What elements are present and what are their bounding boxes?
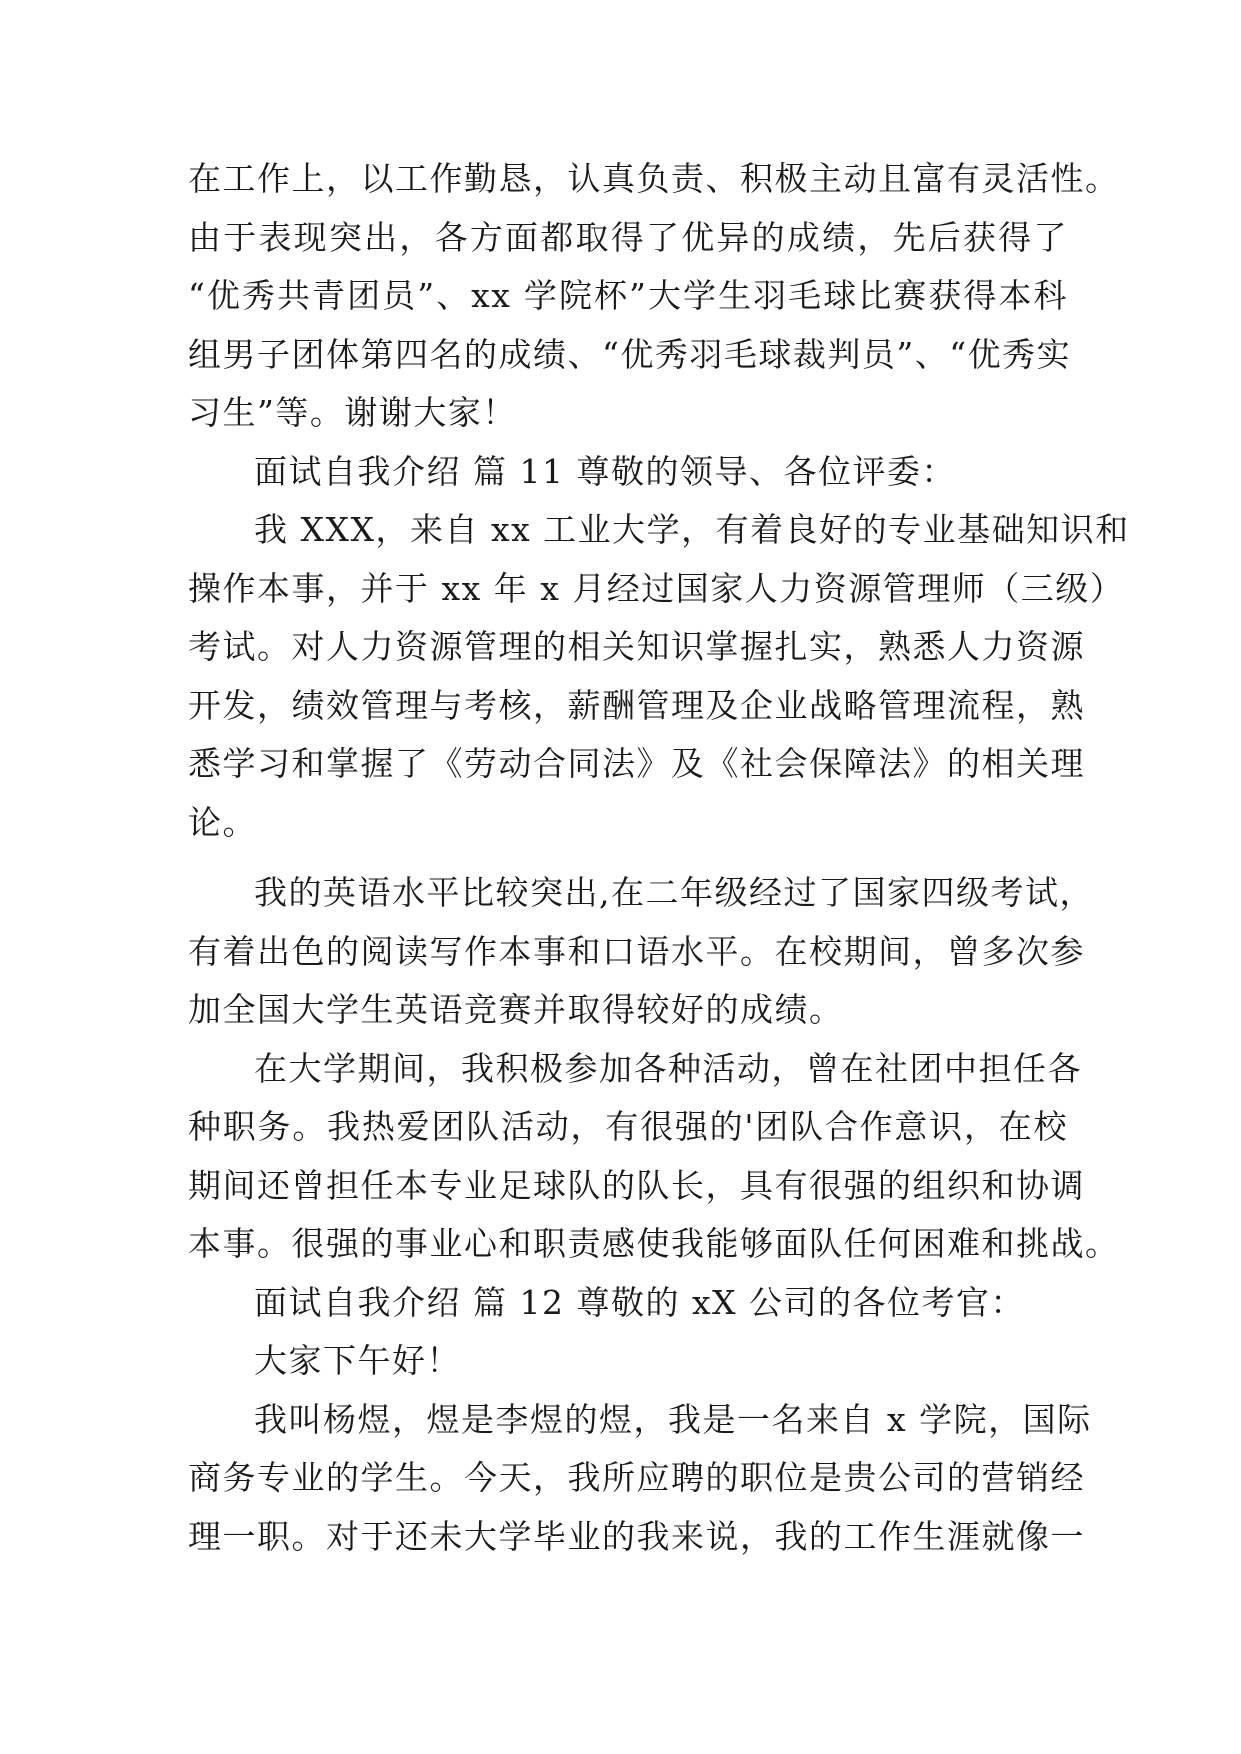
- text-line: 理一职。对于还未大学毕业的我来说，我的工作生涯就像一: [188, 1516, 1085, 1556]
- text-line: 习生”等。谢谢大家！: [188, 393, 517, 432]
- text-line: 本事。很强的事业心和职责感使我能够面队任何困难和挑战。: [188, 1224, 1120, 1263]
- text-line: 悉学习和掌握了《劳动合同法》及《社会保障法》的相关理: [188, 744, 1085, 783]
- text-line: 操作本事，并于 xx 年 x 月经过国家人力资源管理师（三级）: [188, 568, 1125, 608]
- text-line: 由于表现突出，各方面都取得了优异的成绩，先后获得了: [188, 217, 1068, 257]
- text-line: 论。: [188, 802, 257, 842]
- text-line: “优秀共青团员”、xx 学院杯”大学生羽毛球比赛获得本科: [188, 276, 1068, 315]
- text-line: 我的英语水平比较突出,在二年级经过了国家四级考试，: [254, 873, 1094, 912]
- text-line: 在工作上，以工作勤恳，认真负责、积极主动且富有灵活性。: [188, 159, 1120, 198]
- text-line: 加全国大学生英语竞赛并取得较好的成绩。: [188, 990, 844, 1029]
- section-heading-11: 面试自我介绍 篇 11 尊敬的领导、各位评委：: [254, 451, 956, 491]
- text-line: 我叫杨煜，煜是李煜的煜，我是一名来自 x 学院，国际: [254, 1399, 1092, 1439]
- section-heading-12: 面试自我介绍 篇 12 尊敬的 xX 公司的各位考官：: [254, 1282, 1026, 1322]
- paragraph-gap: [188, 852, 1068, 864]
- text-line: 期间还曾担任本专业足球队的队长，具有很强的组织和协调: [188, 1165, 1085, 1205]
- text-line: 开发，绩效管理与考核，薪酬管理及企业战略管理流程，熟: [188, 685, 1085, 725]
- text-line: 组男子团体第四名的成绩、“优秀羽毛球裁判员”、“优秀实: [188, 334, 1072, 374]
- text-line: 有着出色的阅读写作本事和口语水平。在校期间，曾多次参: [188, 931, 1085, 971]
- text-line: 我 XXX，来自 xx 工业大学，有着良好的专业基础知识和: [254, 510, 1130, 549]
- text-line: 在大学期间，我积极参加各种活动，曾在社团中担任各: [254, 1048, 1082, 1088]
- text-line: 商务专业的学生。今天，我所应聘的职位是贵公司的营销经: [188, 1458, 1085, 1497]
- text-line: 种职务。我热爱团队活动，有很强的'团队合作意识，在校: [188, 1107, 1068, 1146]
- text-line: 考试。对人力资源管理的相关知识掌握扎实，熟悉人力资源: [188, 627, 1085, 666]
- body-text: [188, 150, 1130, 1566]
- greeting-line: 大家下午好！: [254, 1341, 461, 1380]
